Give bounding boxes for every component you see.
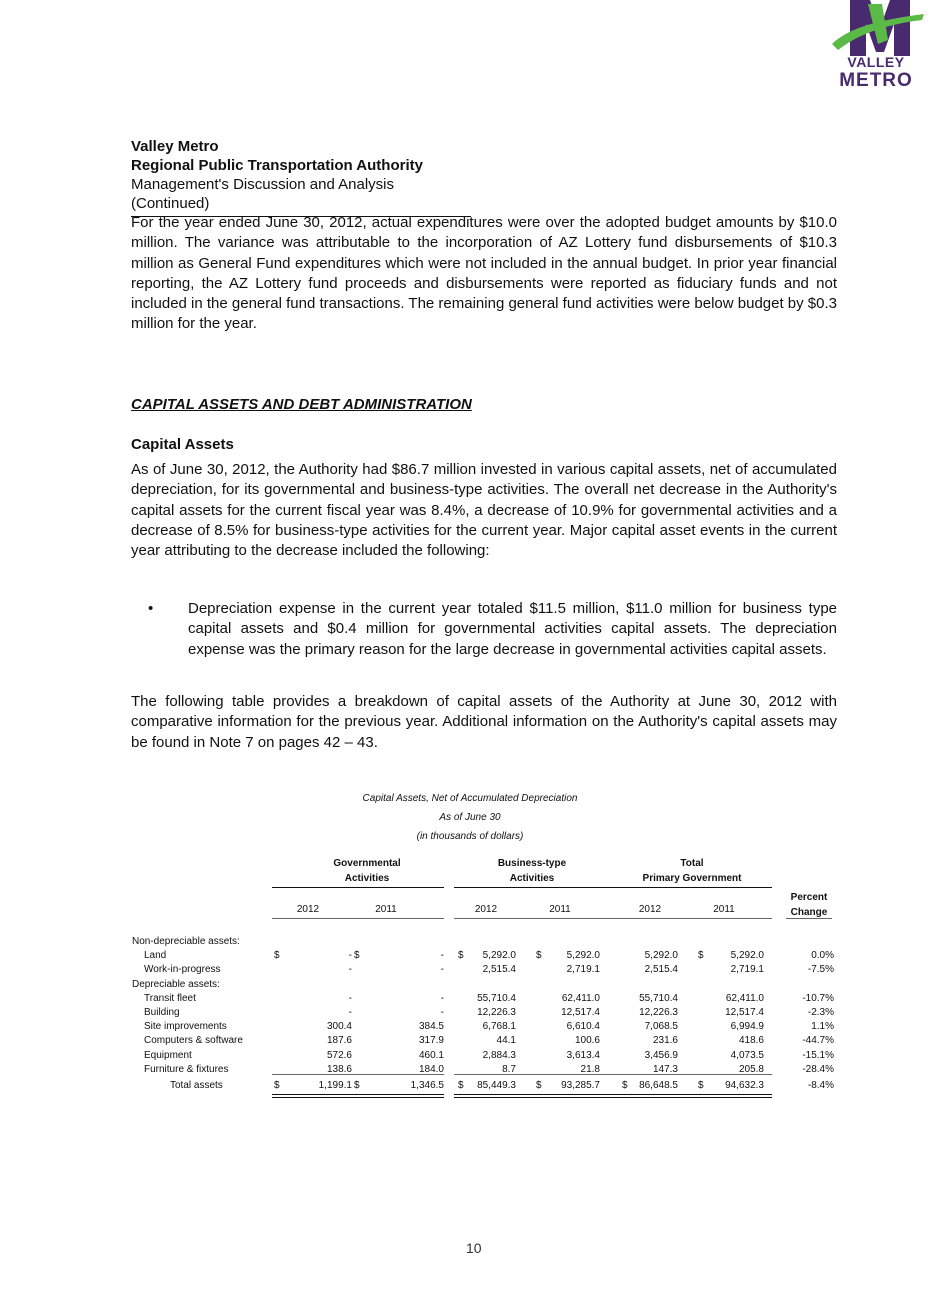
org-name: Valley Metro bbox=[131, 138, 219, 155]
cell-gov-2012: - bbox=[348, 992, 352, 1004]
cell-bus-2012: 6,768.1 bbox=[482, 1021, 516, 1033]
cell-percent: -15.1% bbox=[802, 1049, 834, 1061]
year-underline bbox=[618, 918, 772, 919]
table-row bbox=[132, 963, 842, 977]
subtotal-line bbox=[618, 1074, 772, 1075]
cell-bus-2011: 3,613.4 bbox=[566, 1049, 600, 1061]
group-header-line: Business-type bbox=[497, 858, 567, 869]
currency-symbol: $ bbox=[458, 1080, 464, 1091]
cell-percent: -28.4% bbox=[802, 1063, 834, 1075]
total-gov-2012: 1,199.1 bbox=[318, 1080, 352, 1091]
capital-assets-paragraph: As of June 30, 2012, the Authority had $86.7 million invested in various capital assets, net of accumulated depreciation, for its governmental and business-type activities. The overall net decrease in the Authority's capital assets for the current fiscal year was 8.4%, a decrease of 10.9% for governmental activities and a decrease of 8.5% for business-type activities for the current year. Major capital asset events in the current year attributing to the decrease included the following: bbox=[131, 461, 837, 560]
year-underline bbox=[454, 918, 622, 919]
bullet-text: Depreciation expense in the current year totaled $11.5 million, $11.0 million for business type capital assets and $0.4 million for governmental activities capital assets. The depreciation expense was the primary reason for the large decrease in governmental activities capital assets. bbox=[188, 600, 837, 658]
cell-tot-2012: 55,710.4 bbox=[639, 992, 678, 1004]
row-label: Transit fleet bbox=[144, 992, 196, 1004]
total-bus-2012: 85,449.3 bbox=[477, 1080, 516, 1091]
document-subtitle: Management's Discussion and Analysis (Continued) bbox=[131, 176, 394, 212]
cell-percent: -10.7% bbox=[802, 992, 834, 1004]
year-header: 2011 bbox=[375, 904, 397, 915]
cell-tot-2011: 6,994.9 bbox=[730, 1021, 764, 1033]
cell-tot-2012: 12,226.3 bbox=[639, 1006, 678, 1018]
subtotal-line bbox=[272, 1074, 444, 1075]
group-header-line: Primary Government bbox=[642, 873, 742, 884]
group-underline bbox=[454, 887, 622, 888]
year-header: 2011 bbox=[549, 904, 571, 915]
group-underline bbox=[272, 887, 444, 888]
currency-symbol: $ bbox=[458, 950, 464, 962]
cell-gov-2012: - bbox=[348, 964, 352, 976]
cell-gov-2011: 184.0 bbox=[418, 1063, 444, 1075]
row-label: Depreciable assets: bbox=[132, 978, 220, 990]
currency-symbol: $ bbox=[274, 1080, 280, 1091]
subtotal-line bbox=[454, 1074, 622, 1075]
total-percent: -8.4% bbox=[807, 1080, 834, 1091]
authority-name: Regional Public Transportation Authority bbox=[131, 157, 423, 174]
cell-percent: -7.5% bbox=[807, 964, 834, 976]
group-header-line: Activities bbox=[509, 873, 555, 884]
cell-gov-2012: 138.6 bbox=[326, 1063, 352, 1075]
total-label: Total assets bbox=[170, 1080, 223, 1091]
table-row bbox=[132, 1006, 842, 1020]
table-body bbox=[132, 935, 842, 1077]
currency-symbol: $ bbox=[274, 950, 280, 962]
group-header-total bbox=[604, 856, 780, 886]
cell-gov-2011: - bbox=[440, 950, 444, 962]
group-header-line: Governmental bbox=[333, 858, 401, 869]
currency-symbol: $ bbox=[536, 950, 542, 962]
percent-header-line: Percent bbox=[790, 892, 828, 903]
group-underline bbox=[618, 887, 772, 888]
year-underline bbox=[786, 918, 832, 919]
currency-symbol: $ bbox=[698, 1080, 704, 1091]
table-row bbox=[132, 949, 842, 963]
logo-text-metro: METRO bbox=[839, 70, 913, 91]
budget-paragraph: For the year ended June 30, 2012, actual expenditures were over the adopted budget amounts by $10.0 million. The variance was attributable to the incorporation of AZ Lottery fund disbursements of $10.3 million as General Fund expenditures which were not included in the annual budget. In prior year financial reporting, the AZ Lottery fund proceeds and disbursements were reported as fiduciary funds and not included in the general fund transactions. The remaining general fund activities were below budget by $0.3 million for the year. bbox=[131, 214, 838, 333]
row-label: Non-depreciable assets: bbox=[132, 936, 240, 947]
table-intro-paragraph: The following table provides a breakdown of capital assets of the Authority at June 30, 2012 with comparative information for the previous year. Additional information on the Authority's capital assets may be found in Note 7 on pages 42 – 43. bbox=[131, 693, 837, 751]
cell-percent: 0.0% bbox=[811, 950, 834, 962]
cell-tot-2012: 231.6 bbox=[652, 1035, 678, 1047]
cell-tot-2012: 7,068.5 bbox=[644, 1021, 678, 1033]
cell-tot-2011: 4,073.5 bbox=[730, 1049, 764, 1061]
cell-tot-2011: 12,517.4 bbox=[725, 1006, 764, 1018]
row-label: Equipment bbox=[144, 1049, 192, 1061]
row-label: Furniture & fixtures bbox=[144, 1063, 229, 1075]
cell-gov-2012: 572.6 bbox=[326, 1049, 352, 1061]
cell-bus-2012: 44.1 bbox=[496, 1035, 516, 1047]
cell-gov-2012: 187.6 bbox=[326, 1035, 352, 1047]
currency-symbol: $ bbox=[698, 950, 704, 962]
total-tot-2011: 94,632.3 bbox=[725, 1080, 764, 1091]
year-header: 2011 bbox=[713, 904, 735, 915]
cell-tot-2012: 3,456.9 bbox=[644, 1049, 678, 1061]
cell-percent: -2.3% bbox=[807, 1006, 834, 1018]
cell-gov-2012: - bbox=[348, 1006, 352, 1018]
cell-gov-2011: 384.5 bbox=[418, 1021, 444, 1033]
currency-symbol: $ bbox=[536, 1080, 542, 1091]
cell-tot-2012: 147.3 bbox=[652, 1063, 678, 1075]
cell-tot-2011: 5,292.0 bbox=[730, 950, 764, 962]
cell-tot-2011: 2,719.1 bbox=[730, 964, 764, 976]
metro-m-icon bbox=[828, 0, 928, 60]
row-label: Site improvements bbox=[144, 1021, 227, 1033]
table-row-section bbox=[132, 935, 842, 949]
row-label: Work-in-progress bbox=[144, 964, 221, 976]
cell-percent: 1.1% bbox=[811, 1021, 834, 1033]
currency-symbol: $ bbox=[622, 1080, 628, 1091]
cell-bus-2011: 62,411.0 bbox=[561, 992, 600, 1004]
cell-tot-2012: 5,292.0 bbox=[644, 950, 678, 962]
cell-tot-2012: 2,515.4 bbox=[644, 964, 678, 976]
row-label: Computers & software bbox=[144, 1035, 243, 1047]
currency-symbol: $ bbox=[354, 950, 360, 962]
cell-gov-2012: 300.4 bbox=[326, 1021, 352, 1033]
group-header-line: Activities bbox=[344, 873, 390, 884]
year-header: 2012 bbox=[474, 904, 498, 915]
table-caption-date: As of June 30 bbox=[439, 812, 501, 823]
group-header-line: Total bbox=[680, 858, 704, 869]
total-bus-2011: 93,285.7 bbox=[561, 1080, 600, 1091]
cell-gov-2011: 317.9 bbox=[418, 1035, 444, 1047]
table-caption-units: (in thousands of dollars) bbox=[416, 831, 524, 842]
page-number: 10 bbox=[466, 1240, 482, 1256]
year-header: 2012 bbox=[296, 904, 320, 915]
table-row bbox=[132, 1034, 842, 1048]
bullet-icon: • bbox=[148, 600, 154, 617]
bullet-item bbox=[148, 599, 837, 660]
cell-bus-2012: 12,226.3 bbox=[477, 1006, 516, 1018]
percent-header-line: Change bbox=[790, 907, 828, 918]
subsection-title: Capital Assets bbox=[131, 436, 234, 453]
cell-tot-2011: 205.8 bbox=[738, 1063, 764, 1075]
cell-bus-2011: 12,517.4 bbox=[561, 1006, 600, 1018]
cell-bus-2012: 55,710.4 bbox=[477, 992, 516, 1004]
group-header-business bbox=[444, 856, 620, 886]
row-label: Land bbox=[144, 950, 167, 962]
total-double-underline bbox=[272, 1094, 444, 1098]
cell-bus-2012: 2,515.4 bbox=[482, 964, 516, 976]
cell-gov-2011: 460.1 bbox=[418, 1049, 444, 1061]
cell-gov-2011: - bbox=[440, 1006, 444, 1018]
table-row bbox=[132, 1049, 842, 1063]
table-caption-title: Capital Assets, Net of Accumulated Depreciation bbox=[362, 793, 578, 804]
cell-bus-2012: 2,884.3 bbox=[482, 1049, 516, 1061]
cell-gov-2011: - bbox=[440, 992, 444, 1004]
total-double-underline bbox=[618, 1094, 772, 1098]
year-header: 2012 bbox=[638, 904, 662, 915]
cell-bus-2012: 8.7 bbox=[502, 1063, 516, 1075]
valley-metro-logo bbox=[828, 0, 928, 92]
group-header-governmental bbox=[282, 856, 452, 886]
cell-bus-2012: 5,292.0 bbox=[482, 950, 516, 962]
section-title: CAPITAL ASSETS AND DEBT ADMINISTRATION bbox=[131, 396, 472, 413]
row-label: Building bbox=[144, 1006, 180, 1018]
cell-bus-2011: 21.8 bbox=[580, 1063, 600, 1075]
currency-symbol: $ bbox=[354, 1080, 360, 1091]
percent-change-header bbox=[788, 890, 830, 920]
cell-bus-2011: 100.6 bbox=[574, 1035, 600, 1047]
cell-gov-2012: - bbox=[348, 950, 352, 962]
total-tot-2012: 86,648.5 bbox=[639, 1080, 678, 1091]
total-double-underline bbox=[454, 1094, 622, 1098]
table-row bbox=[132, 1020, 842, 1034]
logo-text-valley: VALLEY bbox=[847, 54, 905, 70]
cell-gov-2011: - bbox=[440, 964, 444, 976]
table-row-section bbox=[132, 978, 842, 992]
cell-bus-2011: 2,719.1 bbox=[566, 964, 600, 976]
cell-bus-2011: 6,610.4 bbox=[566, 1021, 600, 1033]
document-header bbox=[131, 137, 471, 217]
cell-bus-2011: 5,292.0 bbox=[566, 950, 600, 962]
cell-tot-2011: 62,411.0 bbox=[725, 992, 764, 1004]
total-gov-2011: 1,346.5 bbox=[410, 1080, 444, 1091]
table-total-row bbox=[132, 1079, 842, 1093]
year-underline bbox=[272, 918, 444, 919]
table-row bbox=[132, 992, 842, 1006]
cell-tot-2011: 418.6 bbox=[738, 1035, 764, 1047]
cell-percent: -44.7% bbox=[802, 1035, 834, 1047]
